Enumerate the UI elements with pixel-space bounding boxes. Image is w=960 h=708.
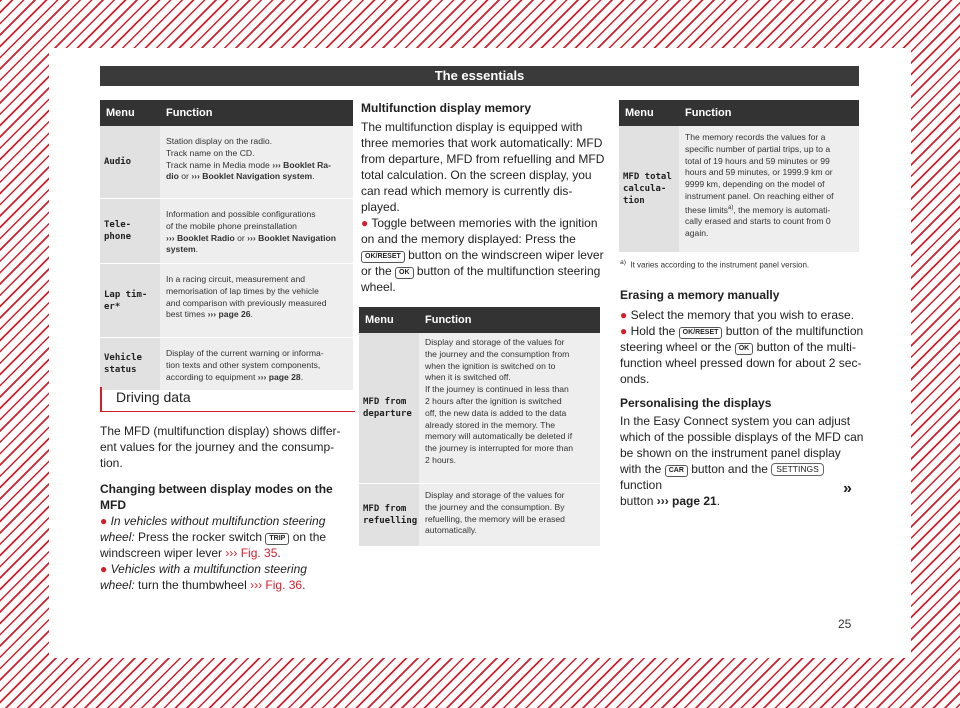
figure-link[interactable]: ››› Fig. 36 bbox=[250, 578, 303, 592]
table-row bbox=[619, 126, 859, 253]
cell-text: , the memory is automati- bbox=[733, 204, 831, 215]
menu-label: status bbox=[104, 365, 137, 375]
cell-line: tion texts and other system components, bbox=[166, 359, 321, 370]
table-row bbox=[100, 126, 353, 199]
cell-text: these limits bbox=[685, 204, 728, 215]
cell-text: Track name in Media mode bbox=[166, 159, 273, 170]
text-line: total calculation. On the screen display, you bbox=[361, 168, 592, 182]
bullet-icon: ● bbox=[620, 324, 628, 338]
menu-label: refuelling bbox=[363, 516, 418, 526]
text-line bbox=[620, 493, 865, 509]
booklet-link[interactable]: ››› Booklet Navigation system bbox=[191, 171, 313, 182]
car-key-icon: CAR bbox=[665, 465, 688, 477]
cell-line: the journey is interrupted for more than bbox=[425, 443, 574, 454]
cell-text: . bbox=[250, 309, 253, 320]
text-line: be shown on the instrument panel display bbox=[620, 446, 841, 460]
cell-line: 2 hours after the ignition is switched bbox=[425, 395, 562, 406]
settings-key-icon: SETTINGS bbox=[771, 463, 824, 476]
footnote-mark: a) bbox=[620, 259, 626, 266]
function-cell bbox=[160, 126, 353, 198]
table-row bbox=[359, 484, 600, 547]
cell-text: . bbox=[195, 244, 199, 255]
trip-key-icon: TRIP bbox=[265, 533, 289, 545]
cell-text: best times bbox=[166, 309, 208, 320]
text-line: onds. bbox=[620, 372, 650, 386]
cell-line: Information and possible configurations bbox=[166, 209, 316, 219]
text-line: function wheel pressed down for about 2 sec- bbox=[620, 356, 862, 370]
table-row bbox=[100, 264, 353, 338]
cell-text: . bbox=[312, 171, 315, 182]
page-link[interactable]: ››› page 28 bbox=[257, 371, 301, 382]
cell-line: specific number of partial trips, up to a bbox=[685, 143, 831, 154]
subheading: Changing between display modes on the bbox=[100, 482, 333, 496]
menu-cell bbox=[100, 126, 160, 198]
section-title: Driving data bbox=[116, 389, 191, 405]
memory-text bbox=[361, 100, 611, 295]
continued-arrow-icon: » bbox=[843, 480, 852, 497]
menu-function-table-1 bbox=[100, 100, 353, 391]
col-menu-header: Menu bbox=[625, 107, 654, 119]
cell-line: memory will automatically be deleted if bbox=[425, 431, 573, 442]
menu-cell bbox=[100, 338, 160, 390]
text: with the bbox=[620, 462, 665, 476]
cell-line: and comparison with previously measured bbox=[166, 297, 327, 308]
table-row bbox=[100, 338, 353, 391]
text-italic: In vehicles without multifunction steering bbox=[110, 514, 326, 528]
cell-line: memorisation of lap times by the vehicle bbox=[166, 285, 319, 296]
cell-line: total of 19 hours and 59 minutes or 99 bbox=[685, 155, 830, 166]
ok-key-icon: OK bbox=[395, 267, 414, 279]
menu-function-table-3 bbox=[619, 100, 859, 253]
col-menu-header: Menu bbox=[106, 107, 135, 119]
bullet-line bbox=[620, 307, 865, 323]
bullet-icon: ● bbox=[100, 514, 108, 528]
text-line bbox=[620, 461, 865, 493]
table-header bbox=[359, 307, 600, 333]
text-line: which of the possible displays of the MFD can bbox=[620, 430, 864, 444]
cell-line: already stored in the memory. The bbox=[425, 419, 556, 430]
menu-label: tion bbox=[623, 196, 645, 206]
menu-cell bbox=[359, 484, 419, 546]
chapter-title: The essentials bbox=[434, 68, 525, 83]
col-function-header: Function bbox=[685, 107, 732, 119]
menu-label: Vehicle bbox=[104, 353, 142, 363]
text: function bbox=[620, 478, 663, 492]
text: on the bbox=[289, 530, 327, 544]
menu-cell bbox=[359, 333, 419, 483]
text-line: In the Easy Connect system you can adjust bbox=[620, 414, 851, 428]
text: Press the rocker switch bbox=[134, 530, 266, 544]
table-header bbox=[100, 100, 353, 126]
function-cell bbox=[679, 126, 859, 252]
text-line bbox=[100, 529, 360, 545]
booklet-link[interactable]: system bbox=[166, 244, 196, 255]
text-line: The multifunction display is equipped with bbox=[361, 120, 583, 134]
text-line: can read which memory is currently dis- bbox=[361, 184, 573, 198]
text: button of the multifunction bbox=[722, 324, 864, 338]
menu-label: calcula- bbox=[623, 184, 667, 194]
menu-label: Lap tim- bbox=[104, 289, 148, 300]
text: . bbox=[302, 578, 306, 592]
page-number: 25 bbox=[838, 617, 852, 631]
text: turn the thumbwheel bbox=[134, 578, 251, 592]
col-function-header: Function bbox=[425, 314, 472, 326]
page-link[interactable]: ››› page 21 bbox=[656, 494, 717, 508]
menu-label: MFD total bbox=[623, 172, 672, 182]
bullet-line bbox=[361, 215, 611, 231]
text-line bbox=[361, 263, 611, 279]
cell-line: refuelling, the memory will be erased bbox=[425, 513, 565, 524]
table-row bbox=[359, 333, 600, 484]
cell-line: Display and storage of the values for bbox=[425, 337, 565, 347]
cell-line: hours and 59 minutes, or 1999.9 km or bbox=[685, 167, 833, 178]
subheading: MFD bbox=[100, 498, 126, 512]
text-line bbox=[100, 577, 360, 593]
menu-label: phone bbox=[104, 232, 132, 242]
text-line: from departure, MFD from refuelling and MFD bbox=[361, 152, 605, 166]
text: button and the bbox=[687, 462, 772, 476]
ok-reset-key-icon: OK/RESET bbox=[361, 251, 405, 263]
text: . bbox=[716, 494, 721, 508]
function-cell bbox=[419, 484, 600, 546]
bullet-icon: ● bbox=[361, 216, 369, 230]
footnote bbox=[620, 259, 860, 270]
bullet-line bbox=[100, 513, 360, 529]
menu-function-table-2 bbox=[359, 307, 600, 547]
cell-line: 9999 km, depending on the model of bbox=[685, 179, 825, 190]
text-line: on and the memory displayed: Press the bbox=[361, 232, 576, 246]
menu-label: MFD from bbox=[363, 397, 407, 407]
menu-label: Audio bbox=[104, 157, 132, 167]
text: windscreen wiper lever bbox=[100, 546, 226, 560]
subheading: Multifunction display memory bbox=[361, 101, 532, 115]
text-line bbox=[620, 339, 865, 355]
driving-data-text bbox=[100, 423, 360, 593]
text: Select the memory that you wish to erase. bbox=[630, 308, 855, 322]
footnote-text: It varies according to the instrument panel version. bbox=[630, 260, 810, 270]
bullet-icon: ● bbox=[620, 308, 628, 322]
booklet-link[interactable]: ››› Booklet Navigation bbox=[247, 232, 336, 243]
cell-line bbox=[166, 372, 347, 384]
ok-reset-key-icon: OK/RESET bbox=[679, 327, 723, 339]
menu-label: er* bbox=[104, 301, 121, 312]
text: button of the multifunction steering bbox=[413, 264, 601, 278]
text-line: ent values for the journey and the consump- bbox=[100, 440, 335, 454]
subheading: Erasing a memory manually bbox=[620, 288, 780, 302]
right-column-text bbox=[620, 287, 865, 509]
ok-key-icon: OK bbox=[735, 343, 754, 355]
text-line bbox=[361, 247, 611, 263]
text-line: The MFD (multifunction display) shows differ- bbox=[100, 424, 341, 438]
text: button on the windscreen wiper lever bbox=[404, 248, 604, 262]
cell-line: Display and storage of the values for bbox=[425, 490, 565, 500]
function-cell bbox=[160, 264, 353, 337]
menu-label: Tele- bbox=[104, 220, 132, 230]
cell-line: In a racing circuit, measurement and bbox=[166, 274, 305, 284]
cell-line: of the mobile phone preinstallation bbox=[166, 220, 297, 231]
text-italic: wheel: bbox=[100, 578, 135, 592]
booklet-link[interactable]: dio bbox=[166, 171, 179, 182]
text: . bbox=[277, 546, 281, 560]
page-link[interactable]: ››› page 26 bbox=[207, 309, 251, 320]
function-cell bbox=[160, 199, 353, 263]
cell-line bbox=[166, 160, 347, 172]
cell-line: Track name on the CD. bbox=[166, 147, 255, 158]
cell-line: 2 hours. bbox=[425, 454, 457, 465]
cell-line: automatically. bbox=[425, 525, 477, 536]
cell-line: again. bbox=[685, 228, 709, 239]
cell-text: according to equipment bbox=[166, 371, 258, 382]
cell-text: . bbox=[300, 371, 304, 382]
cell-line: Display of the current warning or informa- bbox=[166, 348, 324, 358]
cell-line: The memory records the values for a bbox=[685, 132, 826, 142]
cell-line: off, the new data is added to the data bbox=[425, 407, 567, 418]
chapter-header bbox=[100, 66, 859, 86]
cell-line: Station display on the radio. bbox=[166, 136, 273, 146]
col-function-header: Function bbox=[166, 107, 213, 119]
cell-line: the journey and the consumption. By bbox=[425, 501, 565, 512]
table-header bbox=[619, 100, 859, 126]
table-row bbox=[100, 199, 353, 264]
booklet-link[interactable]: ››› Booklet Radio bbox=[166, 232, 235, 243]
text-line bbox=[100, 545, 360, 561]
text: button bbox=[620, 494, 657, 508]
text: Hold the bbox=[630, 324, 679, 338]
text: or the bbox=[361, 264, 396, 278]
subheading: Personalising the displays bbox=[620, 396, 772, 410]
function-cell bbox=[419, 333, 600, 483]
menu-cell bbox=[619, 126, 679, 252]
bullet-line bbox=[620, 323, 865, 339]
footnote-ref[interactable]: a) bbox=[727, 204, 734, 211]
cell-line bbox=[166, 233, 347, 245]
text-line: tion. bbox=[100, 456, 123, 470]
cell-line bbox=[685, 203, 853, 217]
cell-line bbox=[166, 171, 347, 183]
text-italic: Vehicles with a multifunction steering bbox=[110, 562, 307, 576]
bullet-icon: ● bbox=[100, 562, 108, 576]
function-cell bbox=[160, 338, 353, 390]
figure-link[interactable]: ››› Fig. 35 bbox=[225, 546, 278, 560]
text: button of the multi- bbox=[753, 340, 856, 354]
text-italic: wheel: bbox=[100, 530, 135, 544]
text: steering wheel or the bbox=[620, 340, 735, 354]
section-heading-driving-data bbox=[100, 387, 355, 412]
cell-line: cally erased and starts to count from 0 bbox=[685, 216, 831, 227]
cell-line: when the ignition is switched on to bbox=[425, 360, 556, 371]
cell-line: the journey and the consumption from bbox=[425, 348, 570, 359]
col-menu-header: Menu bbox=[365, 314, 394, 326]
menu-cell bbox=[100, 199, 160, 263]
text: Toggle between memories with the ignition bbox=[371, 216, 598, 230]
menu-label: MFD from bbox=[363, 504, 407, 514]
cell-line: instrument panel. On reaching either of bbox=[685, 190, 834, 201]
menu-label: departure bbox=[363, 409, 412, 419]
menu-cell bbox=[100, 264, 160, 337]
text-line: wheel. bbox=[361, 280, 396, 294]
cell-line: when it is switched off. bbox=[425, 372, 511, 383]
cell-line: If the journey is continued in less than bbox=[425, 384, 569, 395]
cell-text: or bbox=[178, 171, 192, 182]
cell-line bbox=[166, 309, 347, 321]
cell-text: or bbox=[234, 232, 248, 243]
text-line: three memories that work automatically: MFD bbox=[361, 136, 603, 150]
booklet-link[interactable]: ››› Booklet Ra- bbox=[272, 159, 331, 170]
text-line: played. bbox=[361, 200, 400, 214]
bullet-line bbox=[100, 561, 360, 577]
cell-line bbox=[166, 244, 347, 256]
